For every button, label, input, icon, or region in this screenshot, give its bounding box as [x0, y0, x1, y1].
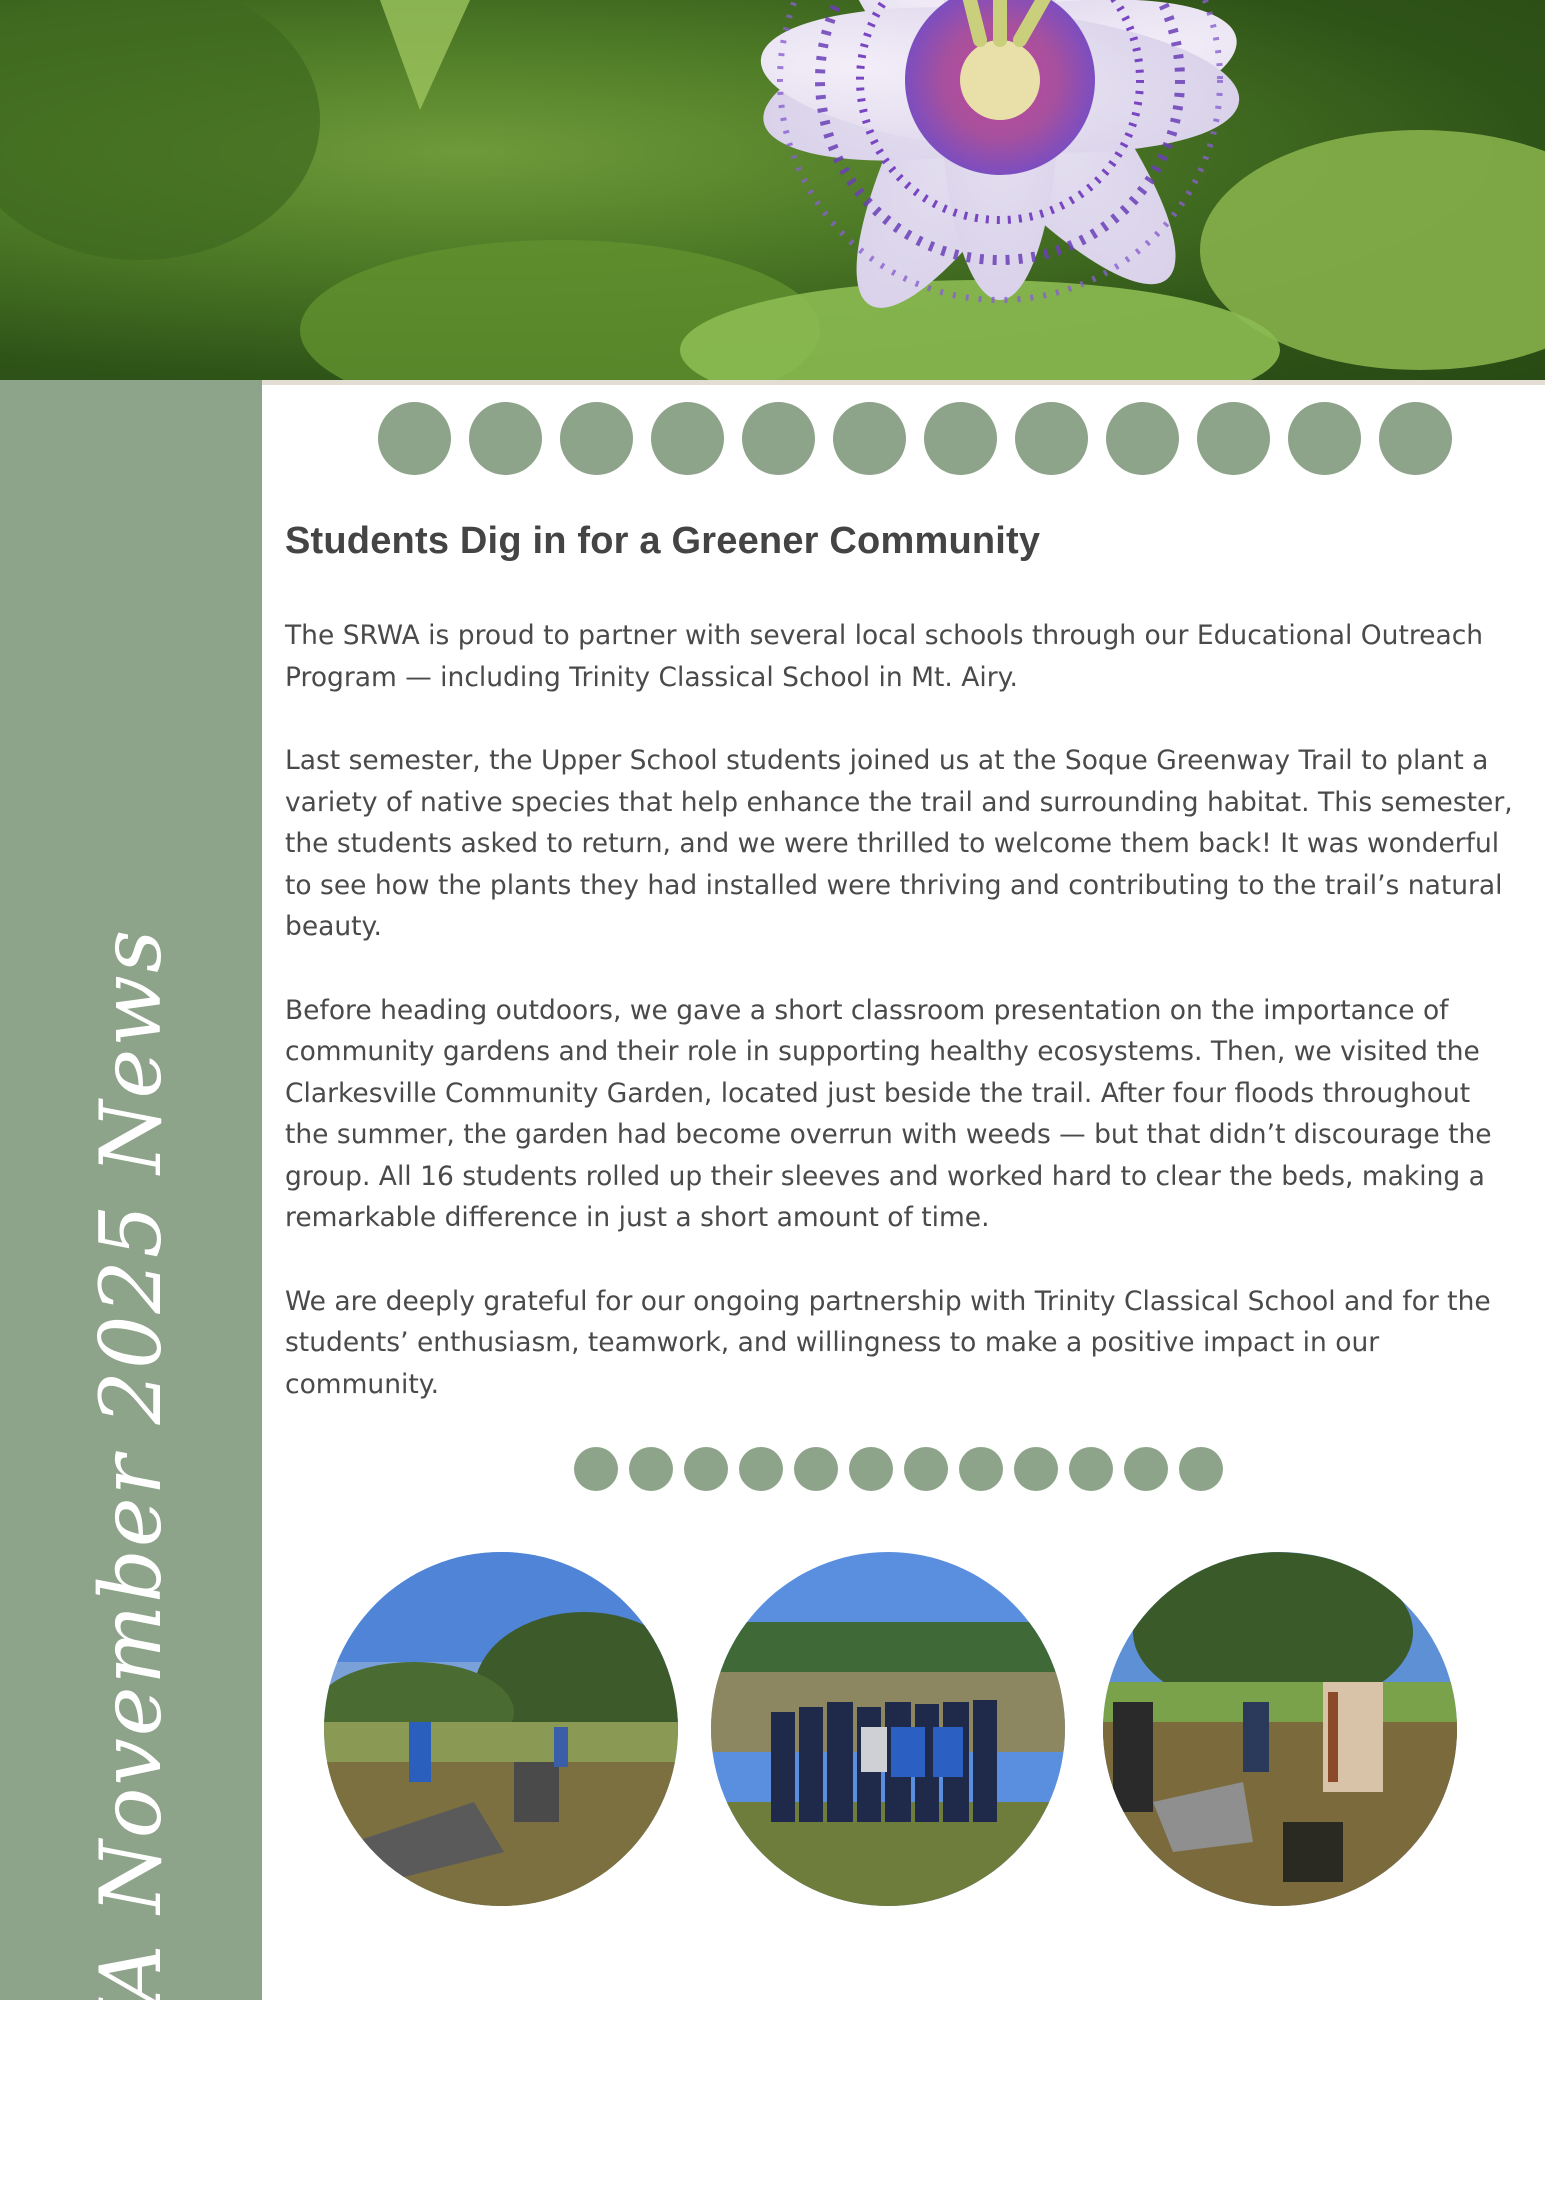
newsletter-issue-title: SRWA November 2025 News: [82, 927, 180, 2212]
article: [285, 520, 1520, 1447]
dot-icon: [560, 402, 633, 475]
dot-icon: [1197, 402, 1270, 475]
dot-icon: [1015, 402, 1088, 475]
dot-icon: [924, 402, 997, 475]
dot-icon: [378, 402, 451, 475]
dot-icon: [904, 1447, 948, 1491]
dot-icon: [684, 1447, 728, 1491]
dot-icon: [469, 402, 542, 475]
student-group-photo: [711, 1552, 1065, 1906]
article-paragraph: Before heading outdoors, we gave a short classroom presentation on the importance of community gardens and their role in supporting healthy ecosystems. Then, we visited the Clarkesville Community Garden, located just beside the trail. After four floods throughout the summer, the garden had become overrun with weeds — but that didn’t discourage the group. All 16 students rolled up their sleeves and worked hard to clear the beds, making a remarkable difference in just a short amount of time.: [285, 994, 1492, 1233]
dot-icon: [739, 1447, 783, 1491]
dot-icon: [1288, 402, 1361, 475]
dot-icon: [1106, 402, 1179, 475]
decorative-dots-middle: [574, 1447, 1223, 1491]
sidebar: [0, 380, 262, 2212]
dot-icon: [849, 1447, 893, 1491]
dot-icon: [959, 1447, 1003, 1491]
decorative-dots-top: [378, 402, 1452, 475]
dot-icon: [1379, 402, 1452, 475]
article-paragraph: The SRWA is proud to partner with several local schools through our Educational Outreach Program — including Trinity Classical School in Mt. Airy.: [285, 620, 1484, 693]
header-divider: [262, 380, 1545, 385]
dot-icon: [574, 1447, 618, 1491]
dot-icon: [651, 402, 724, 475]
dot-icon: [629, 1447, 673, 1491]
dot-icon: [794, 1447, 838, 1491]
dot-icon: [1069, 1447, 1113, 1491]
dot-icon: [1179, 1447, 1223, 1491]
hero-flower-photo: [0, 0, 1545, 380]
article-paragraph: We are deeply grateful for our ongoing partnership with Trinity Classical School and for the students’ enthusiasm, teamwork, and willingness to make a positive impact in our community.: [285, 1285, 1491, 1400]
dot-icon: [833, 402, 906, 475]
dot-icon: [1014, 1447, 1058, 1491]
dot-icon: [742, 402, 815, 475]
dot-icon: [1124, 1447, 1168, 1491]
wheelbarrow-garden-photo: [324, 1552, 678, 1906]
clearing-weeds-photo: [1103, 1552, 1457, 1906]
article-headline: Students Dig in for a Greener Community: [285, 520, 1041, 562]
article-paragraph: Last semester, the Upper School students joined us at the Soque Greenway Trail to plant a variety of native species that help enhance the trail and surrounding habitat. This semester, the students asked to return, and we were thrilled to welcome them back! It was wonderful to see how the plants they had installed were thriving and contributing to the trail’s natural beauty.: [285, 745, 1513, 942]
